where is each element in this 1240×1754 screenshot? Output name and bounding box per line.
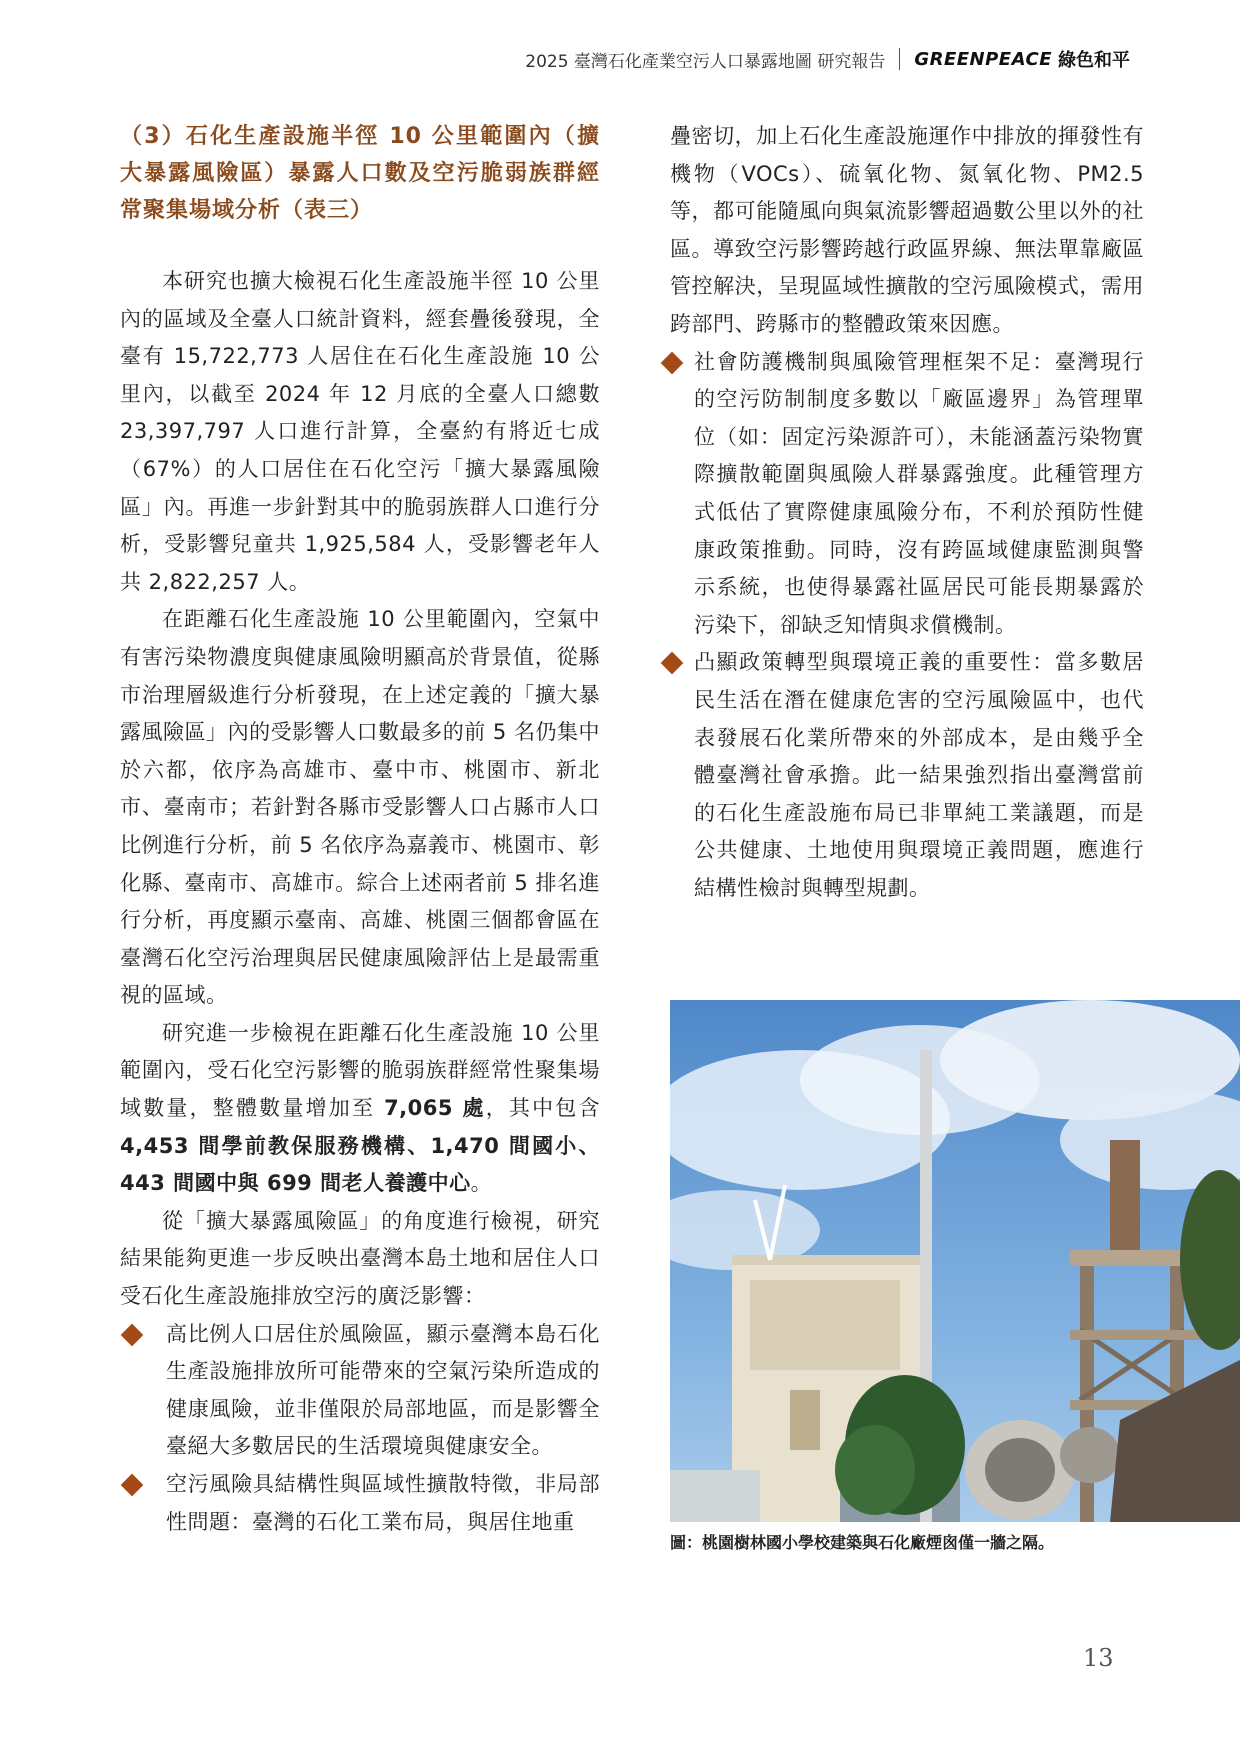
bullet-text: 空污風險具結構性與區域性擴散特徵，非局部性問題：臺灣的石化工業布局，與居住地重	[166, 1472, 600, 1534]
report-title: 2025 臺灣石化產業空污人口暴露地圖 研究報告	[525, 51, 886, 72]
bullet-continuation: 疊密切，加上石化生產設施運作中排放的揮發性有機物（VOCs）、硫氧化物、氮氧化物、PM2.5 等，都可能隨風向與氣流影響超過數公里以外的社區。導致空污影響跨越行政區界線、無法單靠廠區管控解決，呈現區域性擴散的空污風險模式，需用跨部門、跨縣市的整體政策來因應。	[670, 124, 1144, 336]
bullet-item	[120, 1466, 600, 1541]
photo-caption: 圖：桃園樹林國小學校建築與石化廠煙囪僅一牆之隔。	[670, 1533, 1055, 1552]
facilities-text-2: ，其中包含	[485, 1096, 600, 1121]
paragraph-facilities	[120, 1015, 600, 1203]
diamond-bullet-icon	[661, 652, 684, 675]
diamond-bullet-icon	[121, 1474, 144, 1497]
bullet-item	[670, 644, 1144, 907]
paragraph-expanded-zone: 從「擴大暴露風險區」的角度進行檢視，研究結果能夠更進一步反映出臺灣本島土地和居住人口受石化生產設施排放空污的廣泛影響：	[120, 1208, 600, 1309]
page-number: 13	[1083, 1644, 1114, 1672]
left-column	[120, 118, 600, 1541]
bullet-item	[670, 344, 1144, 645]
greenpeace-logo: GREENPEACE	[914, 48, 1052, 70]
brand	[914, 46, 1130, 72]
facilities-text-3: 。	[470, 1171, 493, 1196]
diamond-bullet-icon	[121, 1323, 144, 1346]
bullet-text: 凸顯政策轉型與環境正義的重要性：當多數居民生活在潛在健康危害的空污風險區中，也代表發展石化業所帶來的外部成本，是由幾乎全體臺灣社會承擔。此一結果強烈指出臺灣當前的石化生產設施布局已非單純工業議題，而是公共健康、土地使用與環境正義問題，應進行結構性檢討與轉型規劃。	[694, 650, 1144, 900]
bullet-text: 高比例人口居住於風險區，顯示臺灣本島石化生產設施排放所可能帶來的空氣污染所造成的健康風險，並非僅限於局部地區，而是影響全臺絕大多數居民的生活環境與健康安全。	[166, 1321, 600, 1459]
section-heading: （3）石化生產設施半徑 10 公里範圍內（擴大暴露風險區）暴露人口數及空污脆弱族群經常聚集場域分析（表三）	[120, 124, 600, 223]
facilities-text-1: 研究進一步檢視在距離石化生產設施 10 公里範圍內，受石化空污影響的脆弱族群經常性聚集場域數量，整體數量增加至	[120, 1020, 600, 1121]
facilities-breakdown: 4,453 間學前教保服務機構、1,470 間國小、443 間國中與 699 間老人養護中心	[120, 1133, 600, 1196]
bullet-text: 社會防護機制與風險管理框架不足：臺灣現行的空污防制制度多數以「廠區邊界」為管理單位（如：固定污染源許可），未能涵蓋污染物實際擴散範圍與風險人群暴露強度。此種管理方式低估了實際健康風險分布，不利於預防性健康政策推動。同時，沒有跨區域健康監測與警示系統，也使得暴露社區居民可能長期暴露於污染下，卻缺乏知情與求償機制。	[694, 349, 1144, 637]
diamond-bullet-icon	[661, 351, 684, 374]
paragraph-population: 本研究也擴大檢視石化生產設施半徑 10 公里內的區域及全臺人口統計資料，經套疊後發現，全臺有 15,722,773 人居住在石化生產設施 10 公里內，以截至 2024 年 12 月底的全臺人口總數 23,397,797 人口進行計算，全臺約有將近七成（67%）的人口居住在石化空污「擴大暴露風險區」內。再進一步針對其中的脆弱族群人口進行分析，受影響兒童共 1,925,584 人，受影響老年人共 2,822,257 人。	[120, 269, 600, 594]
brand-chinese-name: 綠色和平	[1058, 50, 1130, 71]
right-column	[670, 118, 1144, 907]
running-header	[525, 46, 1130, 72]
bullet-item	[120, 1316, 600, 1466]
facilities-total: 7,065 處	[384, 1096, 486, 1121]
header-divider	[899, 48, 900, 70]
paragraph-counties: 在距離石化生產設施 10 公里範圍內，空氣中有害污染物濃度與健康風險明顯高於背景值，從縣市治理層級進行分析發現，在上述定義的「擴大暴露風險區」內的受影響人口數最多的前 5 名仍集中於六都，依序為高雄市、臺中市、桃園市、新北市、臺南市；若針對各縣市受影響人口占縣市人口比例進行分析，前 5 名依序為嘉義市、桃園市、彰化縣、臺南市、高雄市。綜合上述兩者前 5 排名進行分析，再度顯示臺南、高雄、桃園三個都會區在臺灣石化空污治理與居民健康風險評估上是最需重視的區域。	[120, 607, 600, 1008]
photo-school-and-refinery	[670, 1000, 1240, 1522]
